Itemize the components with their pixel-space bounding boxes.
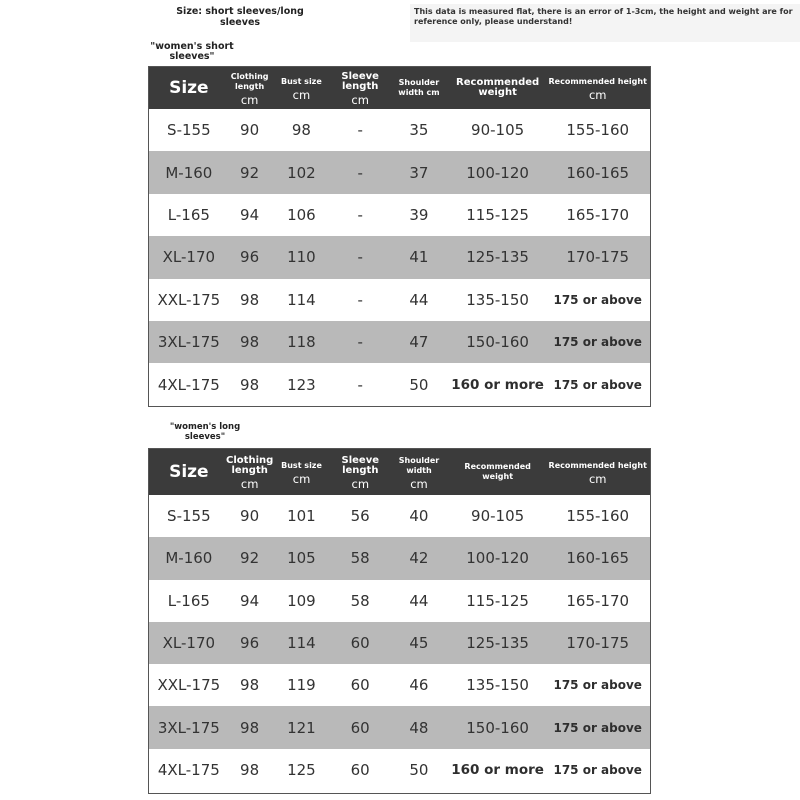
size-cell: L-165 <box>167 591 210 610</box>
table-row <box>149 495 650 537</box>
clothing-length-cell: 96 <box>240 634 260 653</box>
sleeve-length-cell: - <box>357 163 363 182</box>
header-clothing-length <box>226 449 274 495</box>
sleeve-length-cell: 58 <box>350 549 370 568</box>
clothing-length-cell: 98 <box>240 718 260 737</box>
header-label: Shoulder width <box>398 455 440 475</box>
bust-size-cell: 101 <box>287 507 316 526</box>
recommended-weight-cell: 115-125 <box>466 205 529 224</box>
size-type-line1: Size: short sleeves/long <box>176 6 304 17</box>
recommended-height-cell: 175 or above <box>553 292 642 307</box>
header-unit: cm <box>410 476 428 491</box>
shoulder-width-cell: 39 <box>409 205 429 224</box>
bust-size-cell: 114 <box>287 634 316 653</box>
short-sleeve-size-table <box>148 66 651 407</box>
table-row <box>149 194 650 236</box>
sleeve-length-cell: - <box>357 121 363 140</box>
recommended-height-cell: 165-170 <box>566 591 630 610</box>
header-label: Bust size <box>281 76 322 86</box>
size-cell: L-165 <box>167 205 210 224</box>
sleeve-length-cell: - <box>357 333 363 352</box>
clothing-length-cell: 98 <box>240 760 260 779</box>
size-cell: M-160 <box>165 163 213 182</box>
header-recommended-weight <box>450 449 546 495</box>
sleeve-length-cell: - <box>357 290 363 309</box>
size-cell: 3XL-175 <box>157 718 220 737</box>
shoulder-width-cell: 46 <box>409 676 429 695</box>
short-caption-line2: sleeves" <box>169 51 215 62</box>
header-label: Sleeve length <box>341 454 380 476</box>
long-caption-line2: sleeves" <box>184 432 226 442</box>
size-cell: 3XL-175 <box>157 333 220 352</box>
table-row <box>149 537 650 579</box>
short-caption-line1: "women's short <box>150 41 234 52</box>
long-caption-line1: "women's long <box>169 422 241 432</box>
header-recommended-height <box>545 449 650 495</box>
bust-size-cell: 118 <box>287 333 316 352</box>
long-sleeves-caption <box>160 422 250 442</box>
bust-size-cell: 98 <box>291 121 311 140</box>
header-shoulder-width <box>388 449 450 495</box>
table-row <box>149 363 650 405</box>
bust-size-cell: 102 <box>287 163 316 182</box>
recommended-weight-cell: 135-150 <box>466 676 529 695</box>
short-sleeves-caption <box>142 42 242 62</box>
recommended-height-cell: 155-160 <box>566 121 630 140</box>
size-cell: XXL-175 <box>157 290 221 309</box>
table-header-row <box>149 449 650 495</box>
table-row <box>149 279 650 321</box>
table-row <box>149 236 650 278</box>
header-label: Clothing length <box>226 454 274 476</box>
recommended-weight-cell: 135-150 <box>466 290 529 309</box>
size-cell: XL-170 <box>162 248 216 267</box>
header-recommended-height <box>545 67 650 109</box>
header-sleeve-length <box>332 449 388 495</box>
recommended-weight-cell: 115-125 <box>466 591 529 610</box>
size-cell: S-155 <box>167 507 211 526</box>
size-cell: XL-170 <box>162 634 216 653</box>
bust-size-cell: 121 <box>287 718 316 737</box>
table-row <box>149 580 650 622</box>
sleeve-length-cell: - <box>357 205 363 224</box>
size-cell: 4XL-175 <box>157 760 220 779</box>
shoulder-width-cell: 42 <box>409 549 429 568</box>
long-sleeve-size-table <box>148 448 651 794</box>
size-cell: XXL-175 <box>157 676 221 695</box>
recommended-height-cell: 170-175 <box>566 248 630 267</box>
recommended-height-cell: 175 or above <box>553 678 642 693</box>
bust-size-cell: 110 <box>287 248 316 267</box>
header-size <box>149 449 229 495</box>
header-unit: cm <box>292 471 311 486</box>
table-body <box>149 109 650 406</box>
table-row <box>149 749 650 791</box>
size-cell: 4XL-175 <box>157 375 220 394</box>
bust-size-cell: 109 <box>287 591 316 610</box>
recommended-weight-cell: 125-135 <box>466 634 529 653</box>
header-unit: cm <box>588 87 607 102</box>
clothing-length-cell: 90 <box>240 121 260 140</box>
shoulder-width-cell: 45 <box>409 634 429 653</box>
bust-size-cell: 125 <box>287 760 316 779</box>
recommended-weight-cell: 160 or more <box>451 761 544 778</box>
recommended-height-cell: 175 or above <box>553 762 642 777</box>
table-row <box>149 706 650 748</box>
recommended-weight-cell: 90-105 <box>471 121 525 140</box>
clothing-length-cell: 94 <box>240 591 260 610</box>
sleeve-length-cell: - <box>357 248 363 267</box>
clothing-length-cell: 96 <box>240 248 260 267</box>
recommended-height-cell: 175 or above <box>553 377 642 392</box>
table-body <box>149 495 650 791</box>
size-type-label <box>160 6 320 28</box>
shoulder-width-cell: 40 <box>409 507 429 526</box>
recommended-weight-cell: 90-105 <box>471 507 525 526</box>
recommended-height-cell: 165-170 <box>566 205 630 224</box>
sleeve-length-cell: 60 <box>350 676 370 695</box>
header-size-label: Size <box>169 78 209 98</box>
header-recommended-weight <box>450 67 546 109</box>
sleeve-length-cell: 56 <box>350 507 370 526</box>
recommended-height-cell: 160-165 <box>566 549 630 568</box>
header-unit: cm <box>588 471 607 486</box>
sleeve-length-cell: - <box>357 375 363 394</box>
bust-size-cell: 114 <box>287 290 316 309</box>
shoulder-width-cell: 35 <box>409 121 429 140</box>
header-size-label: Size <box>169 462 209 482</box>
header-unit: cm <box>351 92 369 107</box>
recommended-weight-cell: 150-160 <box>466 718 529 737</box>
table-row <box>149 321 650 363</box>
size-type-line2: sleeves <box>219 17 261 28</box>
shoulder-width-cell: 48 <box>409 718 429 737</box>
header-sleeve-length <box>332 67 388 109</box>
clothing-length-cell: 98 <box>240 676 260 695</box>
header-size <box>149 67 229 109</box>
header-clothing-length <box>229 67 271 109</box>
header-shoulder-width <box>388 67 450 109</box>
clothing-length-cell: 92 <box>240 163 260 182</box>
table-header-row <box>149 67 650 109</box>
header-unit: cm <box>292 87 311 102</box>
recommended-height-cell: 175 or above <box>553 335 642 350</box>
recommended-weight-cell: 100-120 <box>466 549 529 568</box>
bust-size-cell: 105 <box>287 549 316 568</box>
header-label: Recommended height <box>548 460 647 470</box>
recommended-height-cell: 155-160 <box>566 507 630 526</box>
shoulder-width-cell: 47 <box>409 333 429 352</box>
header-label: Clothing length <box>230 71 269 91</box>
sleeve-length-cell: 60 <box>350 634 370 653</box>
header-label: Shoulder width cm <box>398 78 440 97</box>
bust-size-cell: 119 <box>287 676 316 695</box>
clothing-length-cell: 92 <box>240 549 260 568</box>
size-cell: S-155 <box>167 121 211 140</box>
bust-size-cell: 106 <box>287 205 316 224</box>
shoulder-width-cell: 44 <box>409 290 429 309</box>
shoulder-width-cell: 37 <box>409 163 429 182</box>
shoulder-width-cell: 50 <box>409 760 429 779</box>
recommended-weight-cell: 125-135 <box>466 248 529 267</box>
header-bust-size <box>271 449 333 495</box>
header-unit: cm <box>351 476 370 491</box>
header-label: Recommended weight <box>464 462 531 481</box>
clothing-length-cell: 90 <box>240 507 260 526</box>
sleeve-length-cell: 60 <box>350 718 370 737</box>
measurement-note: This data is measured flat, there is an error of 1-3cm, the height and weight are for reference only, please understand! <box>410 4 800 42</box>
recommended-height-cell: 160-165 <box>566 163 630 182</box>
header-unit: cm <box>240 476 259 491</box>
bust-size-cell: 123 <box>287 375 316 394</box>
header-label: Sleeve length <box>341 70 379 92</box>
shoulder-width-cell: 50 <box>409 375 429 394</box>
recommended-weight-cell: 160 or more <box>451 376 544 393</box>
header-bust-size <box>271 67 333 109</box>
recommended-height-cell: 170-175 <box>566 634 630 653</box>
header-label: Bust size <box>281 460 322 470</box>
size-cell: M-160 <box>165 549 213 568</box>
table-row <box>149 151 650 193</box>
sleeve-length-cell: 60 <box>350 760 370 779</box>
table-row <box>149 622 650 664</box>
clothing-length-cell: 98 <box>240 290 260 309</box>
shoulder-width-cell: 44 <box>409 591 429 610</box>
header-label: Recommended weight <box>456 77 540 98</box>
header-label: Recommended height <box>548 76 647 86</box>
table-row <box>149 664 650 706</box>
recommended-height-cell: 175 or above <box>553 720 642 735</box>
table-row <box>149 109 650 151</box>
clothing-length-cell: 94 <box>240 205 260 224</box>
header-unit: cm <box>240 92 259 107</box>
sleeve-length-cell: 58 <box>350 591 370 610</box>
recommended-weight-cell: 150-160 <box>466 333 529 352</box>
clothing-length-cell: 98 <box>240 333 260 352</box>
recommended-weight-cell: 100-120 <box>466 163 529 182</box>
clothing-length-cell: 98 <box>240 375 260 394</box>
shoulder-width-cell: 41 <box>409 248 429 267</box>
